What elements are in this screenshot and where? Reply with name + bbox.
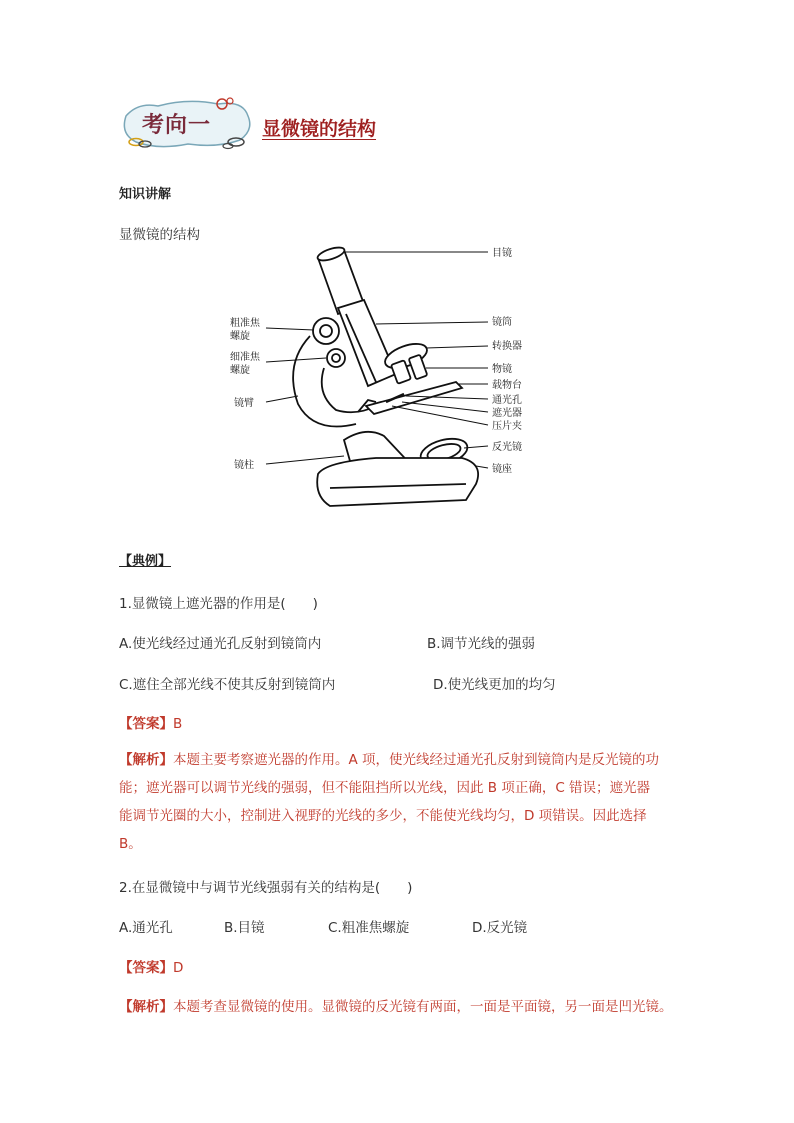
q2-option-a: A.通光孔 xyxy=(119,920,173,936)
label-eyepiece: 目镜 xyxy=(492,248,512,259)
q1-option-d: D.使光线更加的均匀 xyxy=(433,677,556,693)
q2-analysis-text: 本题考查显微镜的使用。显微镜的反光镜有两面，一面是平面镜，另一面是凹光镜。 xyxy=(173,999,673,1015)
q2-question: 2.在显微镜中与调节光线强弱有关的结构是( ) xyxy=(119,880,413,896)
section-title: 显微镜的结构 xyxy=(262,118,377,140)
badge-label: 考向一 xyxy=(142,112,212,138)
section-badge xyxy=(118,96,256,152)
q2-answer-value: D xyxy=(173,960,184,976)
knowledge-heading: 知识讲解 xyxy=(119,187,172,202)
q1-analysis-line-1 xyxy=(119,746,679,774)
label-arm: 镜臂 xyxy=(234,398,254,409)
label-mirror: 反光镜 xyxy=(492,442,522,453)
q1-analysis-text-1: 本题主要考察遮光器的作用。A 项，使光线经过通光孔反射到镜筒内是反光镜的功 xyxy=(173,752,660,768)
q1-option-b: B.调节光线的强弱 xyxy=(427,636,536,652)
knowledge-subheading: 显微镜的结构 xyxy=(119,227,200,243)
label-objective: 物镜 xyxy=(492,364,512,375)
label-clip: 压片夹 xyxy=(492,421,522,432)
label-diaphragm: 遮光器 xyxy=(492,408,522,419)
label-tube: 镜筒 xyxy=(492,317,512,328)
q1-analysis-line-3: 能调节光圈的大小，控制进入视野的光线的多少，不能使光线均匀，D 项错误。因此选择 xyxy=(119,808,647,824)
q1-answer xyxy=(119,712,182,732)
example-label: 【典例】 xyxy=(119,554,172,569)
q1-analysis-label: 【解析】 xyxy=(119,752,173,768)
microscope-drawing xyxy=(293,245,478,506)
label-fine-adjust-1: 细准焦 xyxy=(230,352,260,363)
label-nosepiece: 转换器 xyxy=(492,341,522,352)
label-aperture: 通光孔 xyxy=(492,395,522,406)
q2-analysis-label: 【解析】 xyxy=(119,999,173,1015)
label-pillar: 镜柱 xyxy=(234,460,254,471)
label-coarse-adjust-2: 螺旋 xyxy=(230,331,250,342)
q1-option-a: A.使光线经过通光孔反射到镜筒内 xyxy=(119,636,322,652)
label-coarse-adjust-1: 粗准焦 xyxy=(230,318,260,329)
q1-question: 1.显微镜上遮光器的作用是( ) xyxy=(119,596,318,612)
q2-analysis xyxy=(119,993,689,1021)
q1-answer-label: 【答案】 xyxy=(119,716,173,732)
label-base: 镜座 xyxy=(492,464,512,475)
q2-answer-label: 【答案】 xyxy=(119,960,173,976)
q1-analysis xyxy=(119,746,679,858)
label-fine-adjust-2: 螺旋 xyxy=(230,365,250,376)
q1-answer-value: B xyxy=(173,716,183,732)
microscope-diagram xyxy=(226,244,556,514)
q1-analysis-line-2: 能；遮光器可以调节光线的强弱，但不能阻挡所以光线，因此 B 项正确，C 错误；遮光器 xyxy=(119,780,651,796)
q2-option-b: B.目镜 xyxy=(224,920,265,936)
q2-option-c: C.粗准焦螺旋 xyxy=(328,920,410,936)
q2-answer xyxy=(119,956,183,976)
microscope-illustration xyxy=(226,244,556,514)
q2-option-d: D.反光镜 xyxy=(472,920,528,936)
q1-option-c: C.遮住全部光线不使其反射到镜筒内 xyxy=(119,677,336,693)
label-stage: 载物台 xyxy=(492,380,522,391)
q1-analysis-line-4: B。 xyxy=(119,836,142,852)
